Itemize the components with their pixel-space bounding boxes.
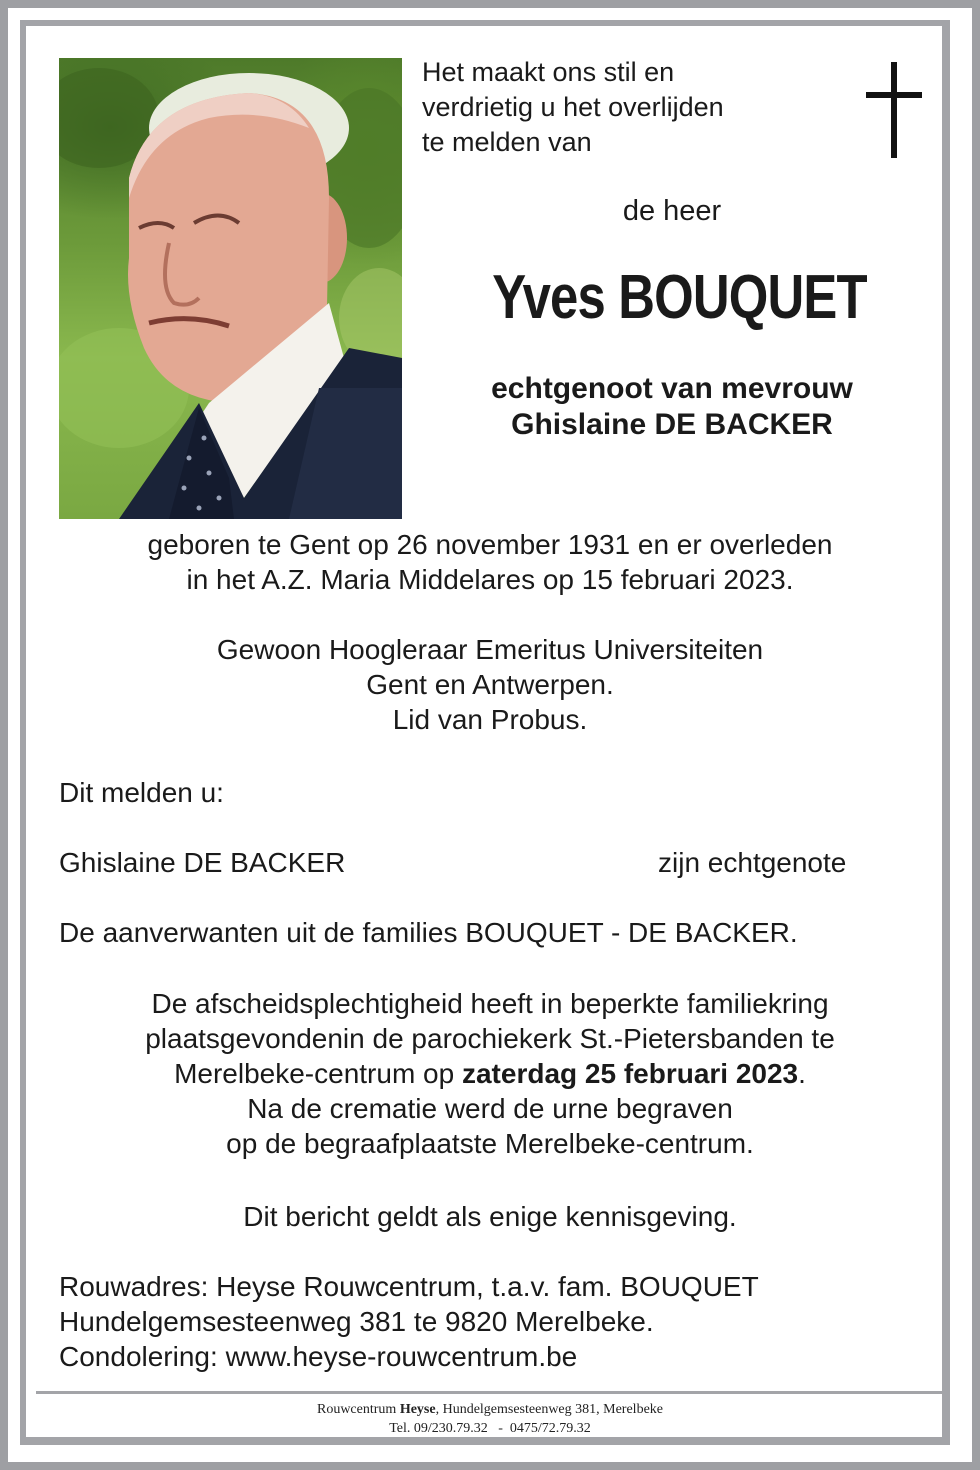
biography-dates [30, 527, 950, 597]
footer-brand: Heyse [399, 1402, 436, 1417]
cross-horizontal-bar [866, 92, 922, 98]
footer-divider [36, 1391, 944, 1394]
intro-line: te melden van [422, 127, 592, 157]
mourners-heading: Dit melden u: [59, 777, 224, 808]
cross-icon [866, 62, 922, 158]
spouse-line-2: Ghislaine DE BACKER [511, 408, 833, 441]
spouse-line-1: echtgenoot van mevrouw [491, 372, 853, 405]
bio-line-2: in het A.Z. Maria Middelares op 15 februari 2023. [186, 564, 794, 595]
portrait-photo [59, 58, 402, 519]
biography-titles [30, 632, 950, 737]
address-line-2: Hundelgemsesteenweg 381 te 9820 Merelbeke. [59, 1306, 654, 1337]
title-line-1: Gewoon Hoogleraar Emeritus Universiteiten [216, 634, 764, 665]
ceremony-line-3 [30, 1056, 950, 1091]
ceremony-line-5: op de begraafplaatste Merelbeke-centrum. [226, 1128, 754, 1159]
footer [30, 1400, 950, 1438]
intro-line: verdrietig u het overlijden [422, 92, 724, 122]
deceased-name: Yves BOUQUET [492, 263, 867, 332]
cross-vertical-bar [891, 62, 897, 158]
notice-text: Dit bericht geldt als enige kennisgeving. [243, 1201, 737, 1232]
footer-address-text: , Hundelgemsesteenweg 381, Merelbeke [435, 1402, 664, 1417]
salutation: de heer [622, 195, 722, 227]
title-line-3: Lid van Probus. [392, 704, 588, 735]
footer-address [30, 1400, 950, 1419]
intro-text [422, 55, 724, 160]
title-line-2: Gent en Antwerpen. [366, 669, 614, 700]
bio-line-1: geboren te Gent op 26 november 1931 en er overleden [147, 529, 833, 560]
portrait-illustration [59, 58, 402, 519]
mourner-name: Ghislaine DE BACKER [59, 847, 346, 878]
ceremony-prefix: Merelbeke-centrum op [174, 1058, 462, 1089]
footer-prefix: Rouwcentrum [316, 1402, 400, 1417]
families-line: De aanverwanten uit de families BOUQUET - DE BACKER. [59, 917, 798, 948]
ceremony-text [30, 986, 950, 1161]
condolence-link[interactable]: www.heyse-rouwcentrum.be [225, 1341, 578, 1372]
ceremony-date: zaterdag 25 februari 2023 [461, 1058, 799, 1089]
mourner-relation: zijn echtgenote [658, 847, 847, 878]
contact-block [59, 1269, 759, 1374]
address-line-1: Rouwadres: Heyse Rouwcentrum, t.a.v. fam. BOUQUET [59, 1271, 759, 1302]
condolence-line [59, 1339, 759, 1374]
spouse-info [402, 371, 942, 443]
intro-line: Het maakt ons stil en [422, 57, 675, 87]
ceremony-line-4: Na de crematie werd de urne begraven [247, 1093, 733, 1124]
ceremony-line-2: plaatsgevondenin de parochiekerk St.-Pietersbanden te [145, 1023, 835, 1054]
footer-phone: Tel. 09/230.79.32 - 0475/72.79.32 [389, 1421, 591, 1436]
condolence-label: Condolering: [59, 1341, 226, 1372]
ceremony-line-1: De afscheidsplechtigheid heeft in beperkte familiekring [151, 988, 829, 1019]
ceremony-suffix: . [798, 1058, 806, 1089]
